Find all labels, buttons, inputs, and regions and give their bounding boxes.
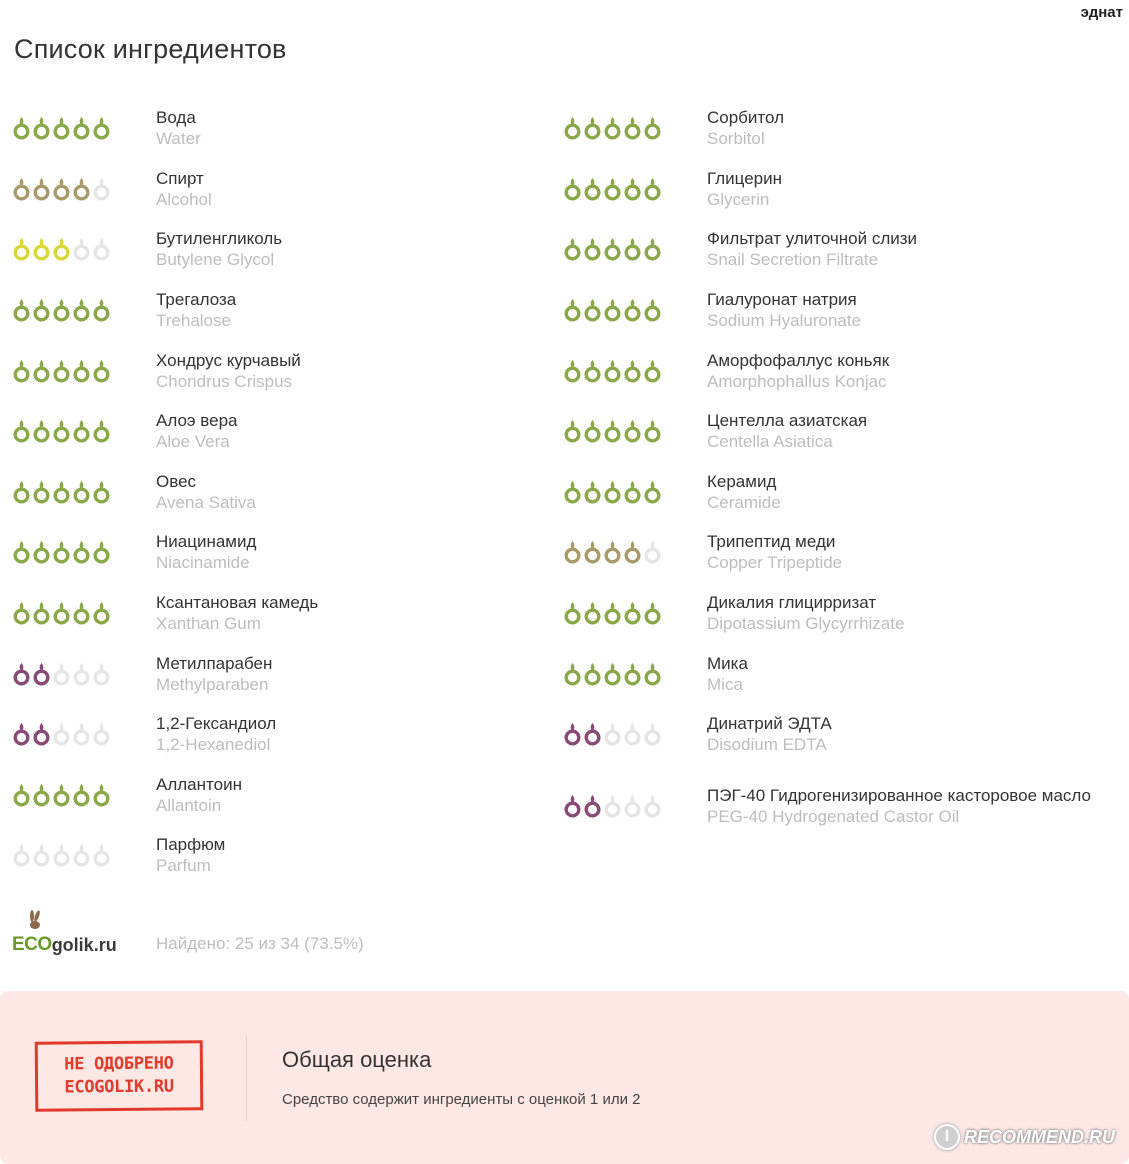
drop-icon	[52, 116, 71, 140]
drop-icon	[72, 662, 91, 686]
ingredient-name-en: Avena Sativa	[156, 492, 256, 512]
drop-icon	[583, 540, 602, 564]
ingredient-name-en: Butylene Glycol	[156, 250, 275, 270]
rating-drops	[563, 298, 707, 322]
ingredient-row[interactable]	[12, 280, 572, 341]
drop-icon	[52, 662, 71, 686]
stamp-line-1: НЕ ОДОБРЕНО	[64, 1053, 174, 1075]
drop-icon	[32, 722, 51, 746]
ingredient-names	[156, 471, 256, 513]
drop-icon	[583, 419, 602, 443]
drop-icon	[603, 116, 622, 140]
page-title: Список ингредиентов	[14, 34, 287, 64]
rating-drops	[563, 359, 707, 383]
drop-icon	[92, 177, 111, 201]
drop-icon	[52, 480, 71, 504]
ingredient-name-ru: Гиалуронат натрия	[707, 290, 857, 310]
ingredient-names	[156, 410, 238, 452]
ingredient-names	[707, 107, 784, 149]
rating-drops	[12, 237, 156, 261]
rating-drops	[12, 419, 156, 443]
drop-icon	[12, 540, 31, 564]
ingredient-name-en: Ceramide	[707, 492, 781, 512]
ingredient-names	[707, 785, 1091, 827]
drop-icon	[583, 662, 602, 686]
rating-drops	[563, 601, 707, 625]
drop-icon	[92, 298, 111, 322]
ingredient-name-ru: Сорбитол	[707, 108, 785, 128]
ingredient-name-ru: Фильтрат улиточной слизи	[707, 229, 918, 249]
verdict-title: Общая оценка	[282, 1047, 432, 1072]
drop-icon	[32, 419, 51, 443]
divider	[246, 1035, 247, 1121]
drop-icon	[92, 359, 111, 383]
ingredient-row[interactable]	[12, 340, 572, 401]
ingredient-names	[156, 774, 242, 816]
ingredient-names	[156, 834, 225, 876]
ingredient-row[interactable]	[12, 401, 572, 462]
drop-icon	[92, 480, 111, 504]
ingredient-row[interactable]	[12, 765, 572, 826]
drop-icon	[643, 662, 662, 686]
ingredient-names	[707, 168, 782, 210]
drop-icon	[52, 177, 71, 201]
drop-icon	[643, 177, 662, 201]
drop-icon	[603, 794, 622, 818]
ingredient-name-ru: Бутиленгликоль	[156, 229, 283, 249]
logo-golik-text: golik.ru	[51, 935, 117, 955]
drop-icon	[623, 540, 642, 564]
ingredient-name-en: Allantoin	[156, 795, 222, 815]
drop-icon	[643, 601, 662, 625]
drop-icon	[623, 359, 642, 383]
drop-icon	[52, 843, 71, 867]
drop-icon	[72, 783, 91, 807]
drop-icon	[563, 794, 582, 818]
drop-icon	[603, 540, 622, 564]
drop-icon	[12, 116, 31, 140]
ingredient-name-ru: Глицерин	[707, 168, 783, 188]
drop-icon	[643, 298, 662, 322]
verdict-panel	[0, 991, 1129, 1164]
ingredient-name-en: Trehalose	[156, 311, 231, 331]
ingredient-row[interactable]	[12, 704, 572, 765]
drop-icon	[563, 177, 582, 201]
ingredient-name-ru: Аморфофаллус коньяк	[707, 350, 890, 370]
drop-icon	[643, 480, 662, 504]
drop-icon	[623, 601, 642, 625]
rating-drops	[12, 843, 156, 867]
ingredient-names	[156, 350, 301, 392]
ingredient-name-en: Mica	[707, 674, 743, 694]
drop-icon	[32, 177, 51, 201]
stats-footer	[12, 910, 364, 956]
ingredient-row[interactable]	[563, 765, 1123, 847]
drop-icon	[623, 722, 642, 746]
drop-icon	[12, 359, 31, 383]
drop-icon	[92, 116, 111, 140]
ingredient-row[interactable]	[563, 643, 1123, 704]
drop-icon	[563, 359, 582, 383]
drop-icon	[643, 237, 662, 261]
drop-icon	[72, 601, 91, 625]
ingredient-name-ru: Метилпарабен	[156, 653, 273, 673]
ingredient-name-en: Dipotassium Glycyrrhizate	[707, 614, 905, 634]
ingredient-row[interactable]	[12, 159, 572, 220]
drop-icon	[603, 237, 622, 261]
drop-icon	[32, 298, 51, 322]
ingredient-names	[156, 228, 282, 270]
ingredient-names	[707, 228, 917, 270]
ingredient-row[interactable]	[563, 340, 1123, 401]
ingredient-name-en: Glycerin	[707, 189, 770, 209]
ingredient-names	[707, 531, 842, 573]
drop-icon	[563, 116, 582, 140]
ingredient-name-ru: Овес	[156, 471, 197, 491]
ingredient-name-ru: Ксантановая камедь	[156, 593, 319, 613]
ingredient-row[interactable]	[12, 825, 572, 886]
drop-icon	[623, 298, 642, 322]
ingredient-row[interactable]	[563, 98, 1123, 159]
drop-icon	[92, 540, 111, 564]
ingredient-name-ru: Ниацинамид	[156, 532, 257, 552]
drop-icon	[603, 419, 622, 443]
drop-icon	[623, 237, 642, 261]
rating-drops	[12, 601, 156, 625]
drop-icon	[12, 843, 31, 867]
rabbit-icon	[24, 910, 46, 934]
drop-icon	[32, 601, 51, 625]
drop-icon	[32, 662, 51, 686]
ingredient-names	[707, 592, 904, 634]
drop-icon	[603, 177, 622, 201]
drop-icon	[92, 419, 111, 443]
drop-icon	[583, 298, 602, 322]
drop-icon	[92, 722, 111, 746]
ingredient-name-en: Niacinamide	[156, 553, 250, 573]
rating-drops	[12, 480, 156, 504]
rating-drops	[12, 116, 156, 140]
drop-icon	[72, 843, 91, 867]
drop-icon	[583, 794, 602, 818]
ingredient-name-en: Xanthan Gum	[156, 614, 261, 634]
ingredient-row[interactable]	[12, 643, 572, 704]
ingredient-name-en: Sodium Hyaluronate	[707, 311, 862, 331]
rating-drops	[12, 298, 156, 322]
ingredient-row[interactable]	[12, 462, 572, 523]
drop-icon	[643, 794, 662, 818]
drop-icon	[92, 601, 111, 625]
drop-icon	[563, 237, 582, 261]
ingredient-name-en: 1,2-Hexanediol	[156, 735, 271, 755]
drop-icon	[72, 359, 91, 383]
ingredient-names	[156, 531, 256, 573]
drop-icon	[52, 783, 71, 807]
ingredient-names	[156, 653, 272, 695]
drop-icon	[583, 116, 602, 140]
drop-icon	[52, 419, 71, 443]
rating-drops	[563, 237, 707, 261]
drop-icon	[72, 237, 91, 261]
drop-icon	[623, 662, 642, 686]
drop-icon	[643, 540, 662, 564]
stamp-line-2: ECOGOLIK.RU	[64, 1076, 174, 1098]
ingredient-name-ru: Дикалия глицирризат	[707, 593, 877, 613]
drop-icon	[583, 359, 602, 383]
ingredient-name-ru: Алоэ вера	[156, 411, 238, 431]
ingredient-name-en: Centella Asiatica	[707, 432, 833, 452]
drop-icon	[643, 722, 662, 746]
ingredient-name-ru: Трипептид меди	[707, 532, 836, 552]
drop-icon	[583, 601, 602, 625]
drop-icon	[12, 237, 31, 261]
ingredient-name-en: Sorbitol	[707, 129, 765, 149]
drop-icon	[32, 116, 51, 140]
rating-drops	[12, 662, 156, 686]
ingredient-name-en: Chondrus Crispus	[156, 371, 293, 391]
ingredient-row[interactable]	[563, 583, 1123, 644]
drop-icon	[12, 480, 31, 504]
verdict-text: Средство содержит ингредиенты с оценкой 1 или 2	[282, 1091, 641, 1108]
ingredient-names	[156, 168, 212, 210]
ingredient-name-ru: 1,2-Гександиол	[156, 714, 277, 734]
drop-icon	[72, 480, 91, 504]
drop-icon	[52, 359, 71, 383]
user-name[interactable]: эднат	[1080, 4, 1123, 21]
drop-icon	[12, 419, 31, 443]
drop-icon	[92, 843, 111, 867]
drop-icon	[12, 298, 31, 322]
rating-drops	[12, 722, 156, 746]
rating-drops	[563, 794, 707, 818]
watermark-text: RECOMMEND.RU	[964, 1126, 1115, 1147]
rating-drops	[12, 359, 156, 383]
drop-icon	[583, 177, 602, 201]
ingredient-name-ru: Аллантоин	[156, 774, 242, 794]
found-count: Найдено: 25 из 34 (73.5%)	[156, 934, 364, 953]
drop-icon	[623, 794, 642, 818]
rating-drops	[563, 116, 707, 140]
rating-drops	[563, 722, 707, 746]
ingredient-names	[707, 653, 748, 695]
ingredient-row[interactable]	[563, 159, 1123, 220]
drop-icon	[72, 298, 91, 322]
ingredient-names	[156, 713, 276, 755]
drop-icon	[32, 237, 51, 261]
ingredient-names	[707, 471, 781, 513]
drop-icon	[92, 237, 111, 261]
ingredient-name-ru: Трегалоза	[156, 290, 237, 310]
ingredient-names	[156, 592, 318, 634]
drop-icon	[563, 662, 582, 686]
drop-icon	[32, 540, 51, 564]
ingredient-name-ru: Спирт	[156, 168, 204, 188]
ingredient-row[interactable]	[563, 704, 1123, 765]
ingredient-row[interactable]	[12, 219, 572, 280]
ingredients-column-right	[563, 98, 1123, 847]
ingredients-column-left	[12, 98, 572, 886]
ingredient-names	[707, 713, 832, 755]
drop-icon	[52, 722, 71, 746]
recommend-watermark	[934, 1124, 1115, 1150]
drop-icon	[12, 783, 31, 807]
rating-drops	[12, 540, 156, 564]
rating-drops	[563, 177, 707, 201]
not-approved-stamp	[35, 1040, 204, 1111]
rating-drops	[563, 480, 707, 504]
ingredient-name-ru: Парфюм	[156, 835, 226, 855]
ingredient-row[interactable]	[563, 280, 1123, 341]
drop-icon	[12, 601, 31, 625]
drop-icon	[623, 116, 642, 140]
ingredient-names	[707, 410, 867, 452]
ingredient-name-en: Aloe Vera	[156, 432, 230, 452]
ingredient-name-en: Amorphophallus Konjac	[707, 371, 887, 391]
recommend-badge-icon: I	[934, 1124, 960, 1150]
ingredient-row[interactable]	[12, 98, 572, 159]
drop-icon	[643, 116, 662, 140]
ingredient-name-ru: Хондрус курчавый	[156, 350, 301, 370]
ingredient-name-en: Parfum	[156, 856, 211, 876]
ingredient-names	[707, 289, 861, 331]
ingredient-names	[156, 107, 201, 149]
ingredient-name-ru: ПЭГ-40 Гидрогенизированное касторовое масло	[707, 785, 1091, 805]
drop-icon	[623, 177, 642, 201]
ingredient-row[interactable]	[563, 522, 1123, 583]
drop-icon	[623, 480, 642, 504]
ingredient-name-en: Methylparaben	[156, 674, 269, 694]
ingredient-name-ru: Керамид	[707, 471, 777, 491]
drop-icon	[563, 419, 582, 443]
drop-icon	[643, 419, 662, 443]
drop-icon	[583, 237, 602, 261]
drop-icon	[603, 359, 622, 383]
ingredient-row[interactable]	[563, 219, 1123, 280]
drop-icon	[92, 662, 111, 686]
rating-drops	[563, 419, 707, 443]
ecogolik-logo[interactable]	[12, 910, 156, 956]
drop-icon	[32, 843, 51, 867]
ingredient-names	[156, 289, 236, 331]
drop-icon	[12, 662, 31, 686]
drop-icon	[623, 419, 642, 443]
drop-icon	[72, 722, 91, 746]
ingredient-name-en: PEG-40 Hydrogenated Castor Oil	[707, 806, 960, 826]
drop-icon	[12, 177, 31, 201]
ingredient-row[interactable]	[12, 583, 572, 644]
drop-icon	[583, 722, 602, 746]
drop-icon	[563, 480, 582, 504]
rating-drops	[12, 177, 156, 201]
ingredient-row[interactable]	[12, 522, 572, 583]
ingredient-name-ru: Вода	[156, 108, 196, 128]
drop-icon	[603, 662, 622, 686]
ingredient-name-ru: Центелла азиатская	[707, 411, 868, 431]
drop-icon	[563, 298, 582, 322]
ingredient-row[interactable]	[563, 401, 1123, 462]
drop-icon	[72, 116, 91, 140]
drop-icon	[72, 177, 91, 201]
drop-icon	[583, 480, 602, 504]
drop-icon	[32, 359, 51, 383]
drop-icon	[52, 298, 71, 322]
rating-drops	[12, 783, 156, 807]
drop-icon	[72, 540, 91, 564]
ingredient-name-ru: Мика	[707, 653, 748, 673]
ingredient-name-ru: Динатрий ЭДТА	[707, 714, 832, 734]
ingredient-name-en: Alcohol	[156, 189, 212, 209]
ingredient-name-en: Disodium EDTA	[707, 735, 827, 755]
drop-icon	[603, 722, 622, 746]
logo-eco-text: ECO	[12, 934, 52, 955]
drop-icon	[52, 601, 71, 625]
ingredient-names	[707, 350, 889, 392]
rating-drops	[563, 540, 707, 564]
drop-icon	[643, 359, 662, 383]
drop-icon	[563, 722, 582, 746]
drop-icon	[32, 480, 51, 504]
drop-icon	[563, 601, 582, 625]
ingredient-name-en: Water	[156, 129, 201, 149]
ingredient-row[interactable]	[563, 462, 1123, 523]
drop-icon	[92, 783, 111, 807]
drop-icon	[603, 298, 622, 322]
drop-icon	[603, 601, 622, 625]
drop-icon	[72, 419, 91, 443]
drop-icon	[12, 722, 31, 746]
drop-icon	[32, 783, 51, 807]
drop-icon	[52, 237, 71, 261]
ingredient-name-en: Copper Tripeptide	[707, 553, 843, 573]
rating-drops	[563, 662, 707, 686]
drop-icon	[52, 540, 71, 564]
drop-icon	[603, 480, 622, 504]
drop-icon	[563, 540, 582, 564]
ingredient-name-en: Snail Secretion Filtrate	[707, 250, 879, 270]
